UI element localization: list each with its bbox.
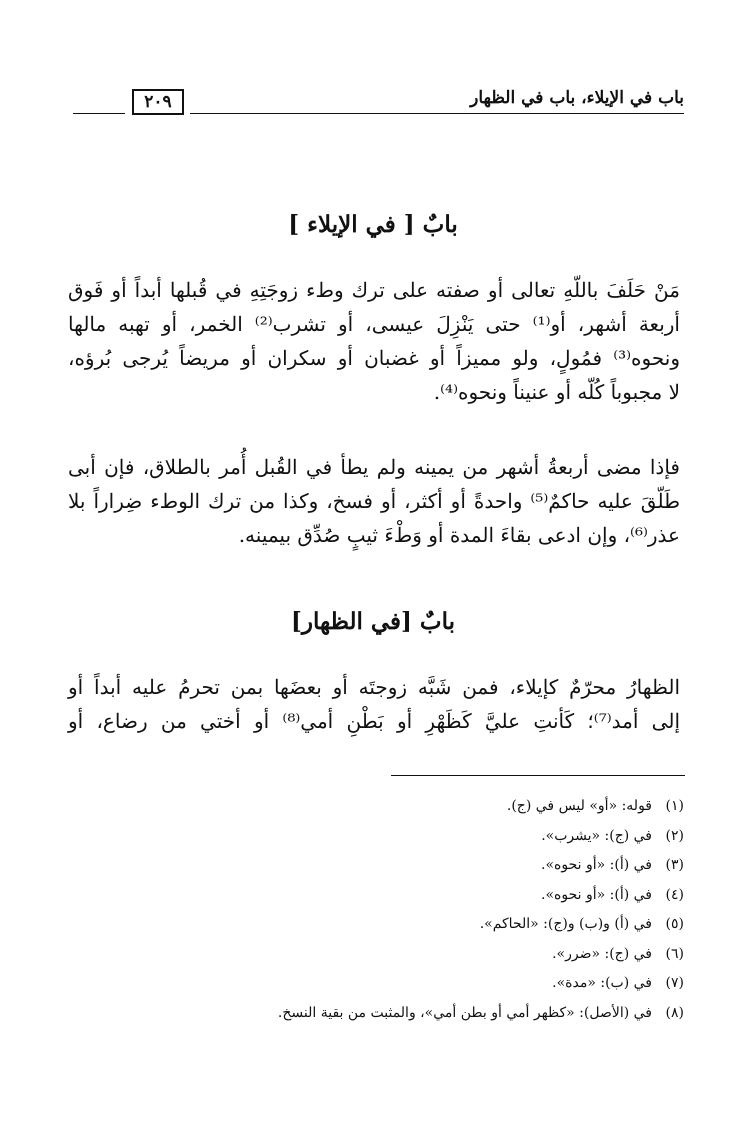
section-heading-ila: بابٌ [ في الإيلاء ]	[288, 211, 458, 238]
footnote-text: في (أ): «أو نحوه».	[541, 857, 652, 873]
footnote-text: في (ب): «مدة».	[552, 975, 652, 991]
text-line: الظهارُ محرّمٌ كإيلاء، فمن شَبَّه زوجتَه أو بعضَها بمن تحرمُ عليه أبداً أو	[68, 675, 680, 699]
footnote-item	[64, 851, 684, 881]
footnote-number: (٨)	[665, 1004, 684, 1021]
footnote-number: (٦)	[665, 945, 684, 962]
footnote-item	[64, 969, 684, 999]
text-line: عذر⁽⁶⁾، وإن ادعى بقاءَ المدة أو وَطْءَ ثيبٍ صُدِّق بيمينه.	[238, 523, 680, 547]
footnote-item	[64, 792, 684, 822]
text-line: أربعة أشهر، أو⁽¹⁾ حتى يَنْزِلَ عيسى، أو تشرب⁽²⁾ الخمر، أو تهبه مالها	[68, 312, 680, 336]
text-line: مَنْ حَلَفَ باللّهِ تعالى أو صفته على ترك وطء زوجَتِهِ في قُبلها أبداً أو فَوق	[68, 278, 680, 302]
footnote-text: قوله: «أو» ليس في (ج).	[506, 798, 652, 814]
header-rule-left	[73, 113, 125, 114]
footnote-number: (٢)	[665, 827, 684, 844]
header-rule-right	[190, 113, 684, 114]
text-line: ونحوه⁽³⁾ فمُولٍ، ولو مميزاً أو غضبان أو سكران أو مريضاً يُرجى بُرؤه،	[68, 346, 680, 370]
text-line: لا مجبوباً كُلّه أو عنيناً ونحوه⁽⁴⁾.	[433, 380, 680, 404]
text-line: إلى أمد⁽⁷⁾؛ كَأنتِ عليَّ كَظَهْرِ أو بَطْنِ أمي⁽⁸⁾ أو أختي من رضاع، أو	[68, 709, 680, 733]
footnote-item	[64, 822, 684, 852]
paragraph-zihar	[68, 670, 680, 738]
footnote-item	[64, 881, 684, 911]
footnote-item	[64, 940, 684, 970]
paragraph-ila-2	[68, 450, 680, 552]
footnote-number: (٤)	[665, 886, 684, 903]
footnote-text: في (أ) و(ب) و(ج): «الحاكم».	[479, 916, 652, 932]
section-heading-zihar: بابٌ [في الظهار]	[291, 608, 455, 635]
footnote-number: (٧)	[665, 975, 684, 991]
running-title: باب في الإيلاء، باب في الظهار	[470, 88, 684, 108]
footnote-number: (٣)	[665, 857, 684, 873]
footnote-text: في (ج): «يشرب».	[541, 827, 652, 844]
footnote-number: (١)	[665, 798, 684, 814]
footnotes	[64, 792, 684, 1028]
footnote-text: في (الأصل): «كظهر أمي أو بطن أمي»، والمثبت من بقية النسخ.	[277, 1004, 652, 1021]
footnote-number: (٥)	[665, 916, 684, 932]
text-line: طَلّقَ عليه حاكمٌ⁽⁵⁾ واحدةً أو أكثر، أو فسخ، وكذا من ترك الوطء ضِراراً بلا	[68, 489, 680, 513]
paragraph-ila-1	[68, 273, 680, 409]
text-line: فإذا مضى أربعةُ أشهر من يمينه ولم يطأ في القُبل أُمر بالطلاق، فإن أبى	[68, 455, 680, 479]
footnote-item	[64, 910, 684, 940]
page-number: ٢٠٩	[132, 89, 184, 115]
footnote-item	[64, 999, 684, 1029]
footnote-divider	[391, 775, 685, 776]
footnote-text: في (ج): «ضرر».	[552, 945, 652, 962]
footnote-text: في (أ): «أو نحوه».	[541, 886, 652, 903]
